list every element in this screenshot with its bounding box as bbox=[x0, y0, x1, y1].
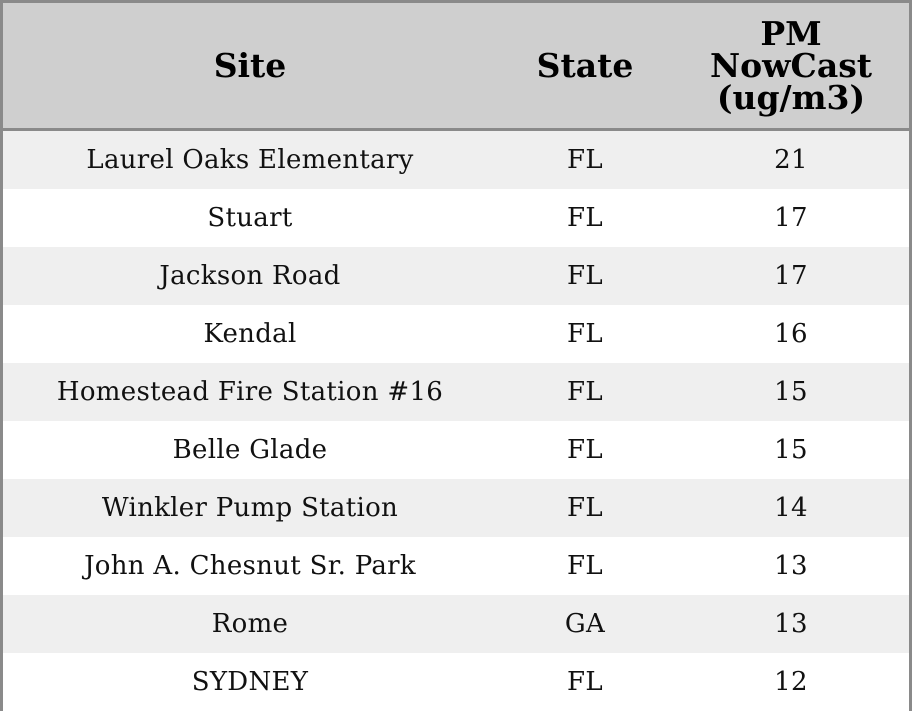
cell-site: Belle Glade bbox=[3, 421, 497, 479]
cell-state: GA bbox=[497, 595, 673, 653]
cell-site: Homestead Fire Station #16 bbox=[3, 363, 497, 421]
cell-site: Laurel Oaks Elementary bbox=[3, 130, 497, 190]
header-site: Site bbox=[3, 3, 497, 130]
cell-pm: 21 bbox=[673, 130, 909, 190]
cell-state: FL bbox=[497, 479, 673, 537]
header-pm-nowcast: PM NowCast (ug/m3) bbox=[673, 3, 909, 130]
cell-site: Winkler Pump Station bbox=[3, 479, 497, 537]
table-row bbox=[3, 247, 909, 305]
table-row bbox=[3, 479, 909, 537]
cell-pm: 15 bbox=[673, 363, 909, 421]
cell-pm: 14 bbox=[673, 479, 909, 537]
cell-pm: 12 bbox=[673, 653, 909, 711]
cell-state: FL bbox=[497, 130, 673, 190]
table-row bbox=[3, 305, 909, 363]
table-row bbox=[3, 189, 909, 247]
header-row bbox=[3, 3, 909, 130]
table-row bbox=[3, 537, 909, 595]
table-row bbox=[3, 653, 909, 711]
cell-pm: 13 bbox=[673, 537, 909, 595]
cell-state: FL bbox=[497, 247, 673, 305]
cell-site: Stuart bbox=[3, 189, 497, 247]
cell-state: FL bbox=[497, 421, 673, 479]
cell-site: Kendal bbox=[3, 305, 497, 363]
cell-state: FL bbox=[497, 363, 673, 421]
cell-site: Jackson Road bbox=[3, 247, 497, 305]
cell-site: John A. Chesnut Sr. Park bbox=[3, 537, 497, 595]
cell-state: FL bbox=[497, 305, 673, 363]
cell-pm: 17 bbox=[673, 247, 909, 305]
header-state: State bbox=[497, 3, 673, 130]
table-body bbox=[3, 130, 909, 711]
cell-state: FL bbox=[497, 653, 673, 711]
cell-state: FL bbox=[497, 537, 673, 595]
table-row bbox=[3, 421, 909, 479]
cell-pm: 15 bbox=[673, 421, 909, 479]
table-row bbox=[3, 595, 909, 653]
cell-pm: 13 bbox=[673, 595, 909, 653]
cell-site: Rome bbox=[3, 595, 497, 653]
cell-pm: 17 bbox=[673, 189, 909, 247]
data-table bbox=[3, 3, 909, 711]
cell-site: SYDNEY bbox=[3, 653, 497, 711]
table-row bbox=[3, 130, 909, 190]
cell-pm: 16 bbox=[673, 305, 909, 363]
cell-state: FL bbox=[497, 189, 673, 247]
table-header bbox=[3, 3, 909, 130]
table-row bbox=[3, 363, 909, 421]
